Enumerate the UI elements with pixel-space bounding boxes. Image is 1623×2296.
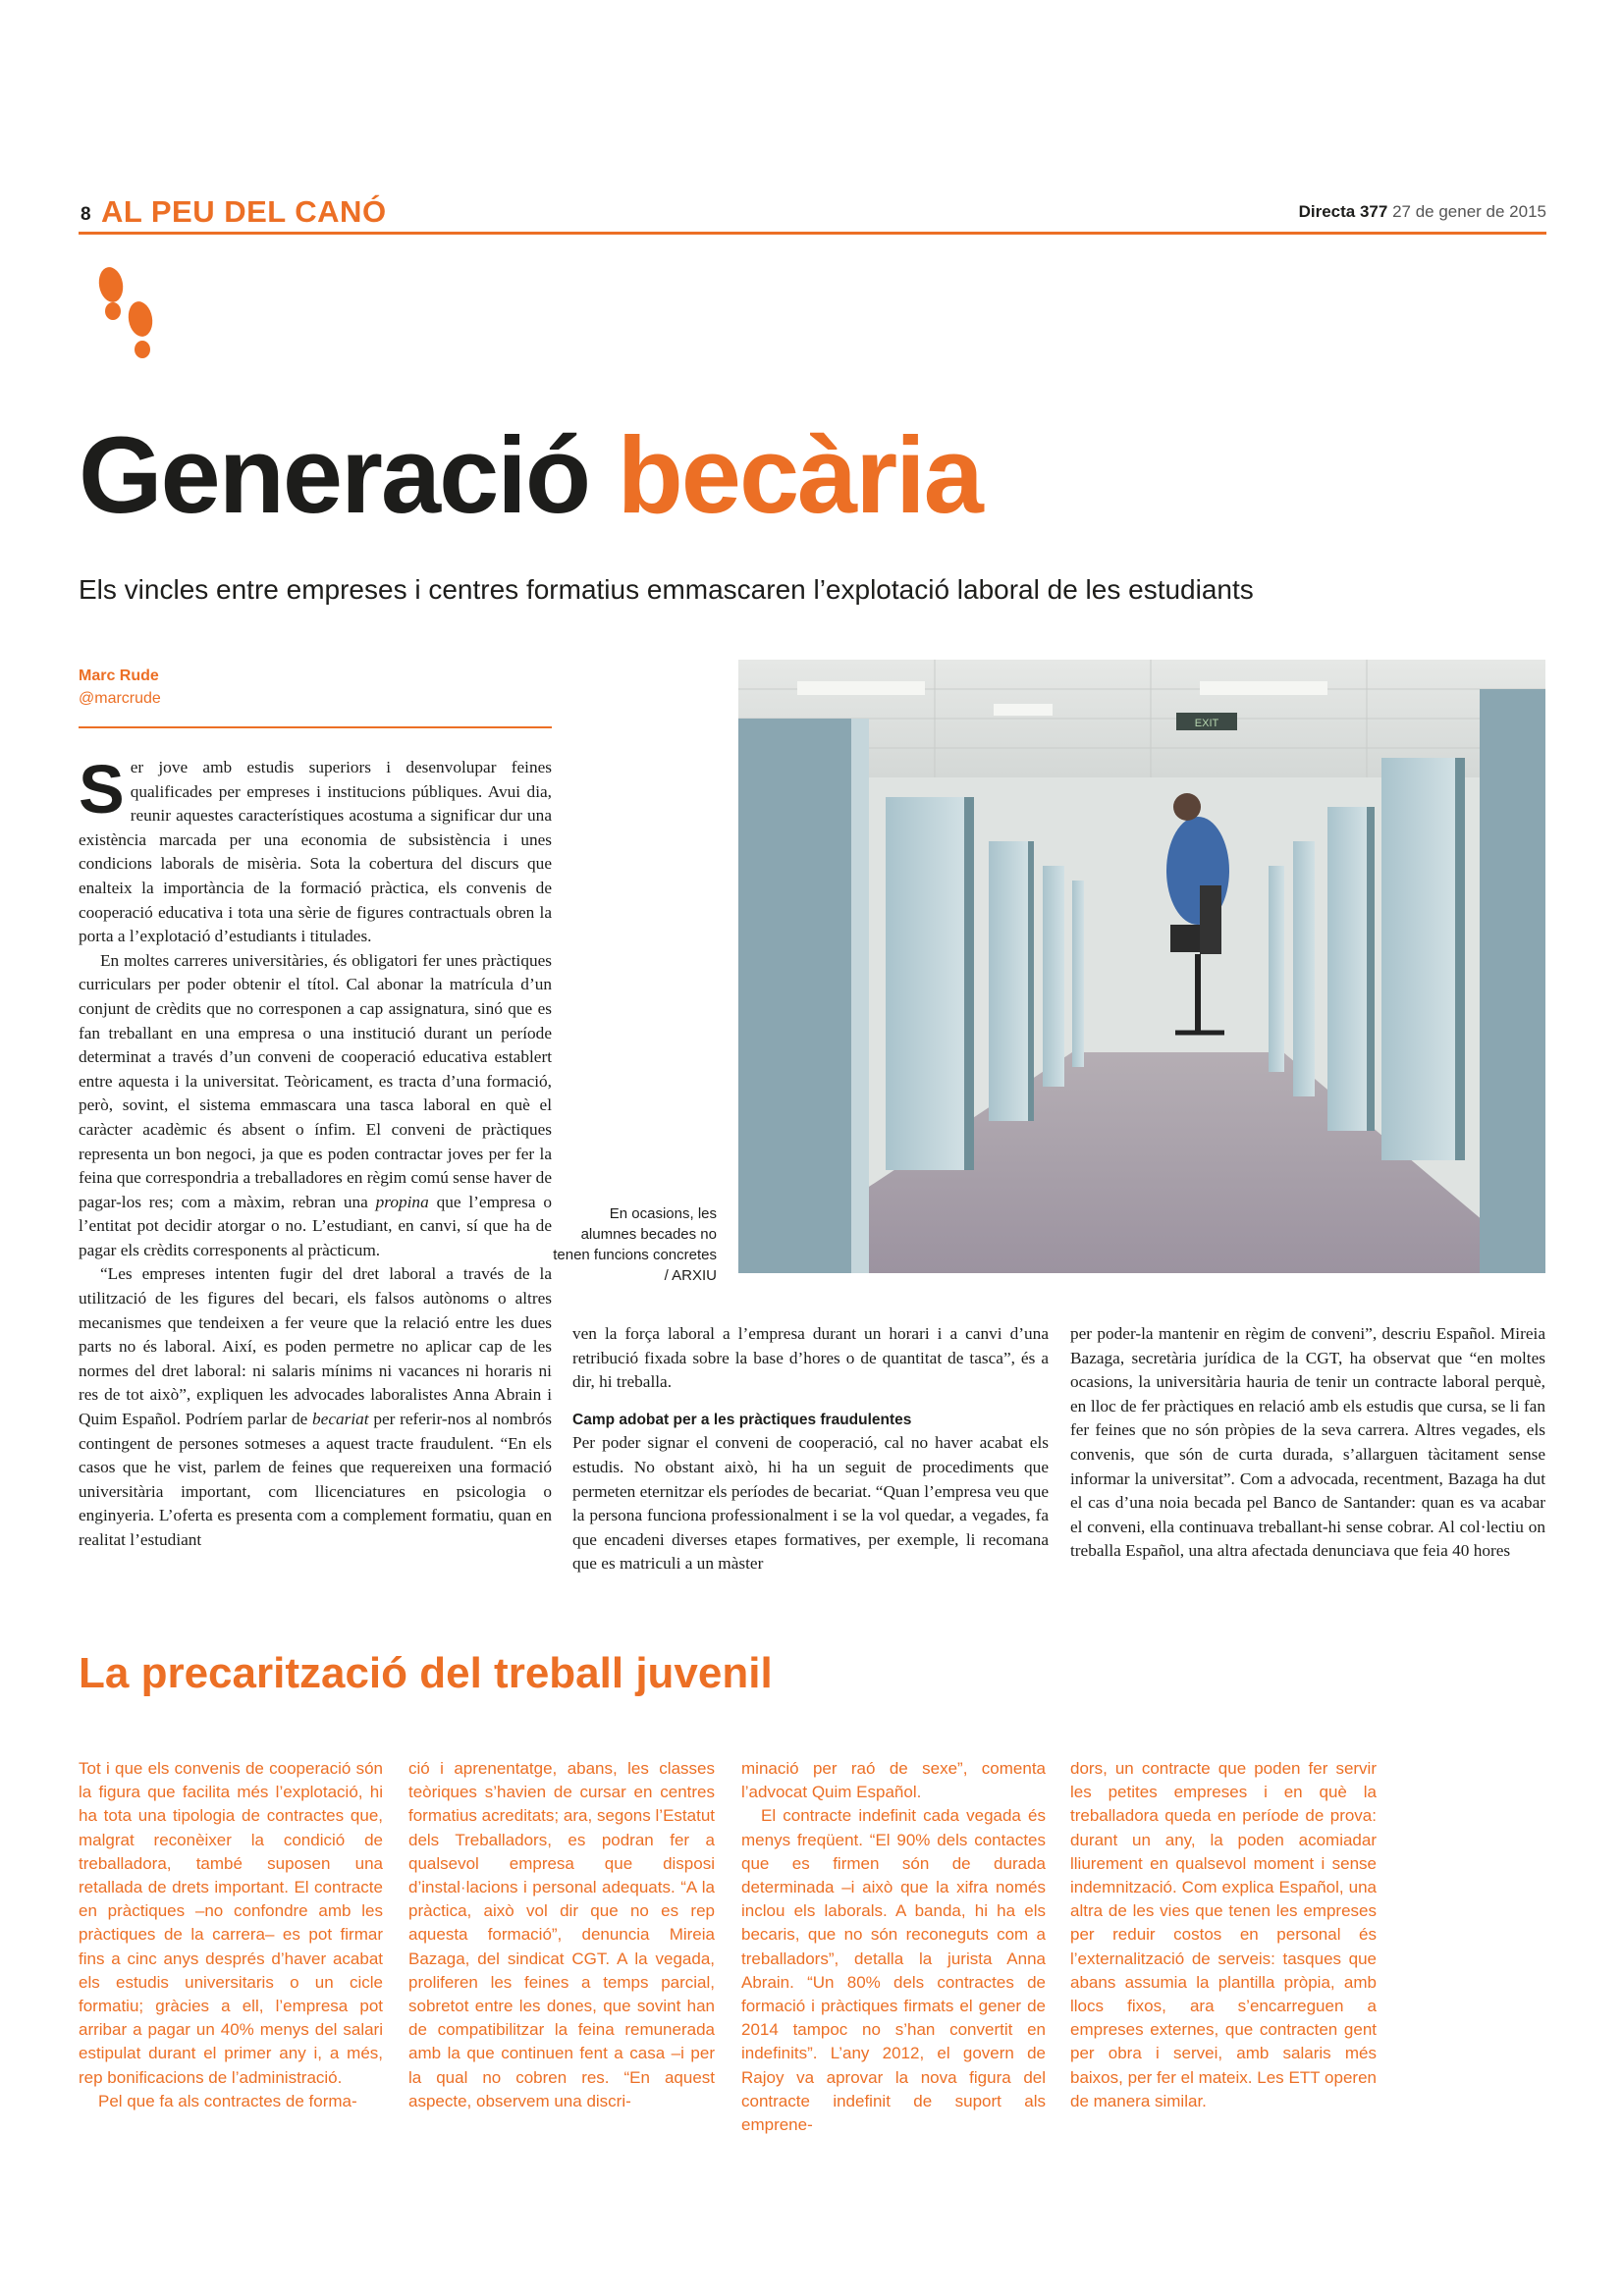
header-rule bbox=[79, 232, 1546, 235]
dropcap: S bbox=[79, 751, 125, 828]
article-paragraph bbox=[79, 751, 552, 949]
subtitle: Els vincles entre empreses i centres formatius emmascaren l’explotació laboral de les estudiants bbox=[79, 574, 1254, 605]
article-paragraph bbox=[79, 949, 552, 1263]
paragraph-text: que l’empresa o l’entitat pot decidir atorgar o no. L’estudiant, en canvi, sí que ha de pagar els crèdits corresponents al pràcticum. bbox=[79, 1192, 552, 1259]
article-column-1 bbox=[79, 751, 552, 1553]
box-paragraph: minació per raó de sexe”, comenta l’advocat Quim Español. bbox=[741, 1759, 1046, 1802]
issue-info bbox=[1299, 202, 1546, 222]
subhead-text: Camp adobat per a les pràctiques fraudulentes bbox=[572, 1411, 912, 1428]
paragraph-text: per referir-nos al nombrós contingent de persones sotmeses a aquest tracte fraudulent. “En els casos que he vist, parlem de feines que requereixen una formació universitària important, com llicenciatures en psicologia o enginyeria. L’oferta es presenta com a complement formatiu, quan en realitat l’estudiant bbox=[79, 1410, 552, 1549]
office-cubicles-photo bbox=[738, 660, 1545, 1273]
photo-caption: En ocasions, les alumnes becades no tenen funcions concretes / ARXIU bbox=[553, 1205, 717, 1284]
box-paragraph: Pel que fa als contractes de forma- bbox=[98, 2091, 357, 2110]
headline bbox=[79, 415, 982, 536]
emphasis-text: propina bbox=[375, 1192, 429, 1211]
exit-sign-text: EXIT bbox=[1194, 718, 1219, 729]
paragraph-text: En moltes carreres universitàries, és obligatori fer unes pràctiques curriculars per poder obtenir el títol. Cal abonar la matrícula d’un conjunt de crèdits que no corresponen a cap assignatura, sinó que es fan treballant en una empresa o una institució durant un període determinat a través d’un conveni de cooperació educativa establert entre aquesta i la universitat. Teòricament, es tracta d’una formació, però, sovint, el sistema emmascara una tasca laboral en què el caràcter acadèmic és absent o ínfim. El conveni de pràctiques representa un bon negoci, ja que es poden contractar joves per fer la feina que correspondria a treballadores en règim comú sense haver de pagar-los res; com a màxim, rebran una bbox=[79, 950, 552, 1211]
article-column-2 bbox=[572, 1322, 1049, 1576]
headline-part1: Generació bbox=[79, 415, 590, 536]
paragraph-text: “Les empreses intenten fugir del dret laboral a través de la utilització de les figures del becari, els falsos autònoms o altres mecanismes que tendeixen a fer veure que la relació entre les dues parts no és laboral. Així, es poden permetre no aplicar cap de les normes del dret laboral: ni salaris mínims ni vacances ni horaris ni res de tot això”, expliquen les advocades laboralistes Anna Abrain i Quim Español. Podríem parlar de bbox=[79, 1264, 552, 1429]
author-name: Marc Rude bbox=[79, 667, 159, 684]
box-column-3 bbox=[741, 1757, 1046, 2137]
article-paragraph bbox=[79, 1262, 552, 1552]
box-column-4 bbox=[1070, 1757, 1377, 2113]
footprints-icon bbox=[93, 265, 162, 378]
page-number: 8 bbox=[81, 204, 91, 225]
section-title: AL PEU DEL CANÓ bbox=[101, 194, 387, 229]
paragraph-text: er jove amb estudis superiors i desenvolupar feines qualificades per empreses i institucions públiques. Avui dia, reunir aquestes característiques acostuma a significar dur una existència marcada per una economia de subsistència i unes condicions laborals de misèria. Sota la cobertura del discurs que enalteix la importància de la formació pràctica, els convenis de cooperació educativa i tota una sèrie de figures contractuals obren la porta a l’explotació d’estudiants i titulades. bbox=[79, 758, 552, 946]
box-paragraph: El contracte indefinit cada vegada és menys freqüent. “El 90% dels contactes que es firmen són de durada determinada –i això que la xifra només inclou els laborals. A banda, hi ha els becaris, que no són reconeguts com a treballadors”, detalla la jurista Anna Abrain. “Un 80% dels contractes de formació i pràctiques firmats el gener de 2014 tampoc no s’han convertit en indefinits”. L’any 2012, el govern de Rajoy va aprovar la nova figura del contracte indefinit de suport als emprene- bbox=[741, 1806, 1046, 2135]
box-column-2 bbox=[408, 1757, 715, 2113]
box-paragraph: dors, un contracte que poden fer servir les petites empreses i en què la treballadora queda en període de prova: durant un any, la poden acomiadar lliurement en qualsevol moment i sense indemnització. Com explica Español, una altra de les vies que tenen les empreses per reduir costos en personal és l’externalització de serveis: tasques que abans assumia la plantilla pròpia, amb llocs fixos, ara s’encarreguen a empreses externes, que contracten gent per obra i servei, amb salaris més baixos, per fer el mateix. Les ETT operen de manera similar. bbox=[1070, 1759, 1377, 2110]
article-paragraph: per poder-la mantenir en règim de conveni”, descriu Español. Mireia Bazaga, secretària jurídica de la CGT, ha observat que “en moltes ocasions, la universitària hauria de tenir un contracte laboral perquè, en lloc de fer pràctiques en relació amb els estudis que cursa, se li fan fer feines que no són pròpies de la seva carrera. Altres vegades, els convenis, que són de curta durada, s’allarguen tàcitament sense informar la universitat”. Com a advocada, recentment, Bazaga ha dut el cas d’una noia becada pel Banco de Santander: quan es va acabar el conveni, ella continuava treballant-hi sense cobrar. Al col·lectiu on treballa Español, una altra afectada denunciava que feia 40 hores bbox=[1070, 1324, 1545, 1561]
author-handle: @marcrude bbox=[79, 690, 161, 707]
box-paragraph: Tot i que els convenis de cooperació són la figura que facilita més l’explotació, hi ha tota una tipologia de contractes que, malgrat reconèixer la condició de treballadora, també suposen una retallada de drets important. El contracte en pràctiques –no confondre amb les pràctiques de la carrera– es pot firmar fins a cinc anys després d’haver acabat els estudis universitaris o un cicle formatiu; gràcies a ell, l’empresa pot arribar a pagar un 40% menys del salari estipulat durant el primer any i, a més, rep bonificacions de l’administració. bbox=[79, 1759, 383, 2087]
emphasis-text: becariat bbox=[312, 1410, 369, 1429]
box-column-1 bbox=[79, 1757, 383, 2113]
article-subhead bbox=[572, 1408, 1049, 1432]
box-title: La precarització del treball juvenil bbox=[79, 1649, 773, 1697]
issue-date: 27 de gener de 2015 bbox=[1392, 202, 1546, 221]
article-column-3 bbox=[1070, 1322, 1545, 1564]
headline-part2: becària bbox=[617, 415, 982, 536]
article-paragraph: Per poder signar el conveni de cooperació, cal no haver acabat els estudis. No obstant això, hi ha un seguit de procediments que permeten eternitzar els períodes de becariat. “Quan l’empresa veu que la persona funciona professionalment i se la vol quedar, a vegades, fa que encadeni diverses etapes formatives, per exemple, li recomana que es matriculi a un màster bbox=[572, 1433, 1049, 1574]
box-paragraph: ció i aprenentatge, abans, les classes teòriques s’havien de cursar en centres formatius acreditats; ara, segons l’Estatut dels Treballadors, es podran fer a qualsevol empresa que disposi d’instal·lacions i personal adequats. “A la pràctica, això vol dir que no es rep aquesta formació”, denuncia Mireia Bazaga, del sindicat CGT. A la vegada, proliferen les feines a temps parcial, sobretot entre les dones, que sovint han de compatibilitzar la feina remunerada amb la que continuen fent a casa –i per la qual no cobren res. “En aquest aspecte, observem una discri- bbox=[408, 1759, 715, 2110]
byline-rule bbox=[79, 726, 552, 728]
article-paragraph: ven la força laboral a l’empresa durant un horari i a canvi d’una retribució fixada sobre la base d’hores o de quantitat de tasca”, és a dir, hi treballa. bbox=[572, 1324, 1049, 1392]
publication-name: Directa 377 bbox=[1298, 202, 1388, 221]
